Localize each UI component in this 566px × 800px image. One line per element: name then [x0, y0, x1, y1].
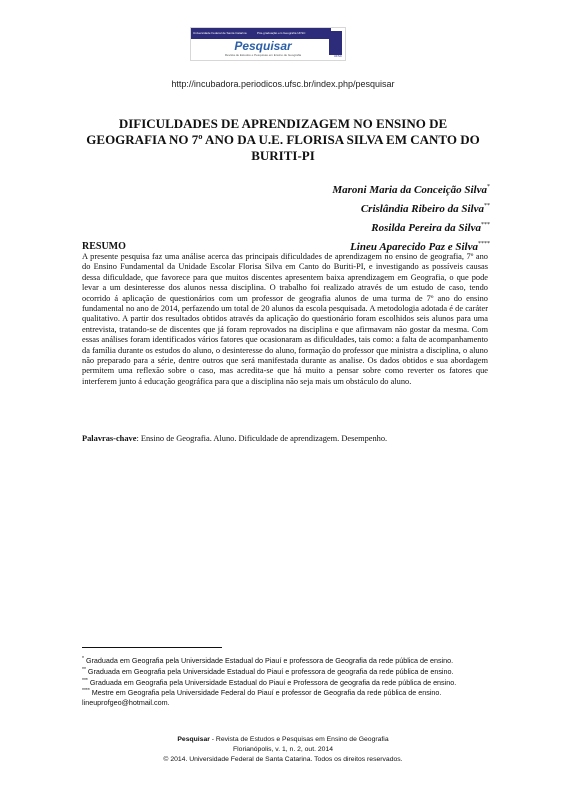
footnote: ** Graduada em Geografia pela Universidade Estadual do Piauí e professora de geografia da rede pública de ensino. [82, 666, 454, 676]
journal-logo-word: Pesquisar [234, 39, 292, 53]
abstract-heading: RESUMO [82, 241, 126, 252]
footer-journal-line: Pesquisar - Revista de Estudos e Pesquisas em Ensino de Geografia [177, 736, 389, 743]
author-line: Crislândia Ribeiro da Silva** [360, 203, 490, 215]
footnote: * Graduada em Geografia pela Universidade Estadual do Piauí e professora de Geografia da rede pública de ensino. [82, 656, 454, 665]
author-line: Maroni Maria da Conceição Silva* [332, 184, 490, 196]
journal-banner [190, 27, 346, 61]
banner-program-strip: Pós-graduação em Geografia UFSC [255, 28, 331, 39]
article-title: DIFICULDADES DE APRENDIZAGEM NO ENSINO DE GEOGRAFIA NO 7º ANO DA U.E. FLORISA SILVA EM CANTO DO BURITI-PI [86, 116, 480, 163]
keywords [82, 434, 488, 443]
footnote: *** Graduada em Geografia pela Universidade Estadual do Piauí e Professora de geografia da rede pública de ensino. [82, 677, 457, 687]
keywords-label: Palavras-chave [82, 434, 137, 443]
journal-logo [213, 40, 313, 60]
author-line: Rosilda Pereira da Silva*** [371, 222, 490, 234]
keywords-list: : Ensino de Geografia. Aluno. Dificuldade de aprendizagem. Desempenho. [136, 434, 388, 443]
author-list [332, 179, 490, 255]
banner-university-strip: Universidade Federal de Santa Catarina [191, 28, 255, 39]
journal-logo-subtitle: Revista de Estudos e Pesquisas em Ensino de Geografia [224, 53, 302, 57]
footnotes [82, 655, 492, 707]
journal-url[interactable]: http://incubadora.periodicos.ufsc.br/index.php/pesquisar [171, 79, 395, 89]
footer-copyright: © 2014. Universidade Federal de Santa Catarina. Todos os direitos reservados. [163, 756, 403, 763]
footnote: **** Mestre em Geografia pela Universidade Federal do Piauí e professor de Geografia da rede pública de ensino. lineuprofgeo@hotmail.com. [82, 688, 442, 707]
university-seal-icon [329, 31, 342, 55]
university-seal-label: UFSC [333, 54, 342, 58]
footnote-divider [82, 647, 222, 648]
abstract-text: A presente pesquisa faz uma análise acerca das principais dificuldades de aprendizagem no ensino de geografia, 7º ano do Ensino Fundamental da Unidade Escolar Florisa Silva em Canto do Buriti-PI, e investigando as possíveis causas dessa dificuldade, que favorece para que muitos discentes apresentem baixa aprendizagem em Geografia, o que pode levar a um desinteresse dos alunos nessa disciplina. O trabalho foi realizado através de um estudo de caso, tendo ocorrido á aplicação de questionários com um professor de geografia alunos de uma turma de 7º ano do ensino fundamental no ano de 2014, perfazendo um total de 20 alunos da escola pesquisada. A metodologia adotada é de caráter qualitativo. A partir dos resultados obtidos através da aplicação do questionário foram escolhidos seis alunos para uma entrevista, tratando-se de discentes que já foram reprovados na disciplina e que afirmavam não gostar da mesma. Com essas análises foram identificados vários fatores que ocasionaram as dificuldades, tais como: a falta de acompanhamento da família durante os estudos do aluno, o desinteresse do aluno, formação do professor que ministra a disciplina, o aluno não preparado para a série, dentre outros que será manifestada durante as analise. Os dados obtidos e sua abordagem permitem uma reflexão sobre o caso, mas acredita-se que há muito a pensar sobre como reverter os fatores que interferem junto á educação geográfica para que a disciplina não seja mais um obstáculo do aluno. [82, 252, 488, 386]
author-line: Lineu Aparecido Paz e Silva**** [350, 241, 490, 253]
footer-issue: Florianópolis, v. 1, n. 2, out. 2014 [233, 746, 333, 753]
page-footer [0, 735, 566, 765]
